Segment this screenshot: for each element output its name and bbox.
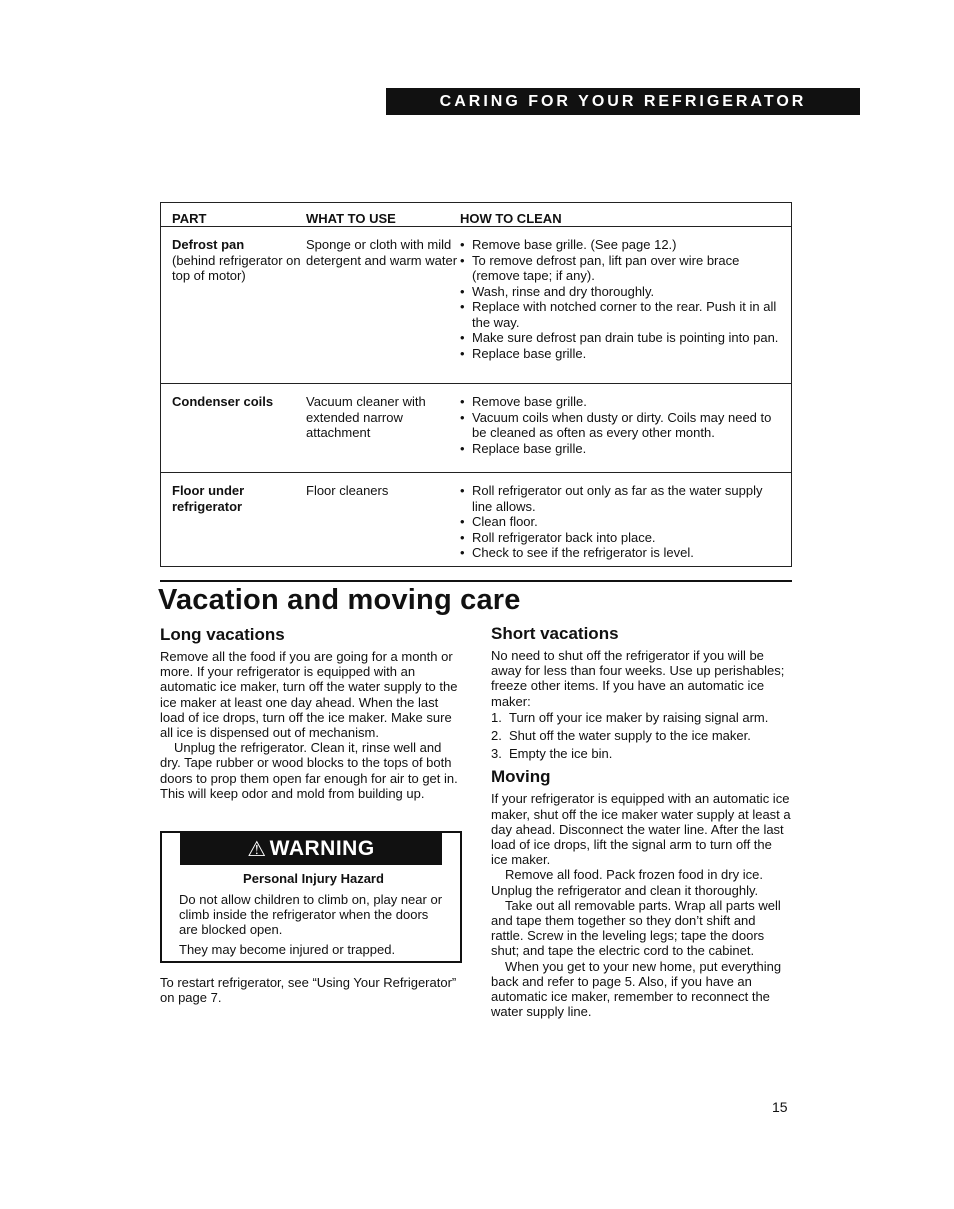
step-number: 2. <box>491 728 502 744</box>
moving-paragraph: If your refrigerator is equipped with an automatic ice maker, shut off the ice maker water supply at least a day ahead. Disconnect the water line. After the last load of ice drops, lift the signal arm to turn off the ice maker. <box>491 791 791 868</box>
list-item: • Make sure defrost pan drain tube is pointing into pan. <box>460 330 781 346</box>
cleaning-table <box>160 202 792 567</box>
list-item: • Check to see if the refrigerator is level. <box>460 545 781 561</box>
short-vacations-column <box>491 624 791 1019</box>
restart-note: To restart refrigerator, see “Using Your Refrigerator” on page 7. <box>160 975 457 1006</box>
column-header-part: PART <box>172 211 207 226</box>
list-item: • Vacuum coils when dusty or dirty. Coils may need to be cleaned as often as every other month. <box>460 410 781 441</box>
part-cell <box>161 473 306 566</box>
list-item: • Remove base grille. <box>460 394 781 410</box>
short-vacations-intro: No need to shut off the refrigerator if you will be away for less than four weeks. Use up perishables; freeze other items. If you have an automatic ice maker: <box>491 648 785 709</box>
step-number: 3. <box>491 746 502 762</box>
warning-text: Do not allow children to climb on, play near or climb inside the refrigerator when the doors are blocked open. <box>179 892 443 938</box>
list-item <box>491 710 791 725</box>
section-divider <box>160 580 792 582</box>
step-text: Turn off your ice maker by raising signal arm. <box>509 709 769 725</box>
warning-title: WARNING <box>269 837 375 860</box>
warning-box <box>160 831 462 963</box>
table-header-row <box>161 203 791 227</box>
section-title: Vacation and moving care <box>158 584 521 616</box>
section-header-bar <box>386 88 860 115</box>
moving-paragraph: Remove all food. Pack frozen food in dry ice. Unplug the refrigerator and clean it thoroughly. <box>491 867 763 898</box>
list-item: • Replace base grille. <box>460 441 781 457</box>
how-to-clean-cell <box>460 473 791 566</box>
what-to-use-cell: Sponge or cloth with mild detergent and warm water <box>306 237 458 268</box>
table-row <box>161 227 791 383</box>
long-vacations-paragraph: Unplug the refrigerator. Clean it, rinse well and dry. Tape rubber or wood blocks to the tops of both doors to prop them open far enough for air to get in. This will keep odor and mold from building up. <box>160 740 458 801</box>
moving-paragraph: When you get to your new home, put everything back and refer to page 5. Also, if you have an automatic ice maker, remember to reconnect the water supply line. <box>491 958 782 1020</box>
part-name: Floor under refrigerator <box>172 483 245 514</box>
short-vacations-heading: Short vacations <box>491 624 619 643</box>
long-vacations-paragraph: Remove all the food if you are going for a month or more. If your refrigerator is equipped with an automatic ice maker, turn off the water supply to the ice maker at least one day ahead. When the last load of ice drops, turn off the ice maker. Make sure all ice is dispensed out of mechanism. <box>160 649 458 741</box>
table-row <box>161 472 791 566</box>
list-item: • Clean floor. <box>460 514 781 530</box>
warning-text: They may become injured or trapped. <box>179 941 396 957</box>
warning-banner <box>180 833 442 865</box>
table-row <box>161 383 791 472</box>
long-vacations-column <box>160 625 462 801</box>
column-header-how-to-clean: HOW TO CLEAN <box>460 211 562 226</box>
what-to-use-cell: Vacuum cleaner with extended narrow attachment <box>306 394 426 440</box>
list-item: • Replace base grille. <box>460 346 781 362</box>
moving-paragraph: Take out all removable parts. Wrap all parts well and tape them together so they don’t shift and rattle. Screw in the leveling legs; tape the doors shut; and tape the electric cord to the cabinet. <box>491 897 781 959</box>
long-vacations-heading: Long vacations <box>160 625 285 644</box>
how-to-clean-cell <box>460 227 791 383</box>
page-number: 15 <box>772 1099 788 1115</box>
moving-heading: Moving <box>491 767 551 787</box>
step-text: Shut off the water supply to the ice maker. <box>509 728 751 744</box>
list-item: • Remove base grille. (See page 12.) <box>460 237 781 253</box>
warning-triangle-icon: ⚠ <box>247 837 267 861</box>
what-to-use-cell: Floor cleaners <box>306 483 389 498</box>
list-item <box>491 728 791 743</box>
part-name: Defrost pan <box>172 237 245 252</box>
warning-body <box>162 865 460 957</box>
section-header-title: CARING FOR YOUR REFRIGERATOR <box>439 92 807 110</box>
step-text: Empty the ice bin. <box>509 746 613 762</box>
column-header-what-to-use: WHAT TO USE <box>306 211 396 226</box>
short-vacations-steps <box>491 710 791 762</box>
part-cell <box>161 227 306 383</box>
warning-hazard: Personal Injury Hazard <box>243 871 384 886</box>
list-item: • Wash, rinse and dry thoroughly. <box>460 284 781 300</box>
list-item: • Roll refrigerator back into place. <box>460 530 781 546</box>
part-note: (behind refrigerator on top of motor) <box>172 252 301 283</box>
part-cell <box>161 384 306 472</box>
how-to-clean-cell <box>460 384 791 472</box>
list-item: • Replace with notched corner to the rear. Push it in all the way. <box>460 299 781 330</box>
part-name: Condenser coils <box>172 394 274 409</box>
list-item: • Roll refrigerator out only as far as the water supply line allows. <box>460 483 781 514</box>
list-item <box>491 746 791 761</box>
step-number: 1. <box>491 709 502 725</box>
list-item: • To remove defrost pan, lift pan over wire brace (remove tape; if any). <box>460 253 781 284</box>
